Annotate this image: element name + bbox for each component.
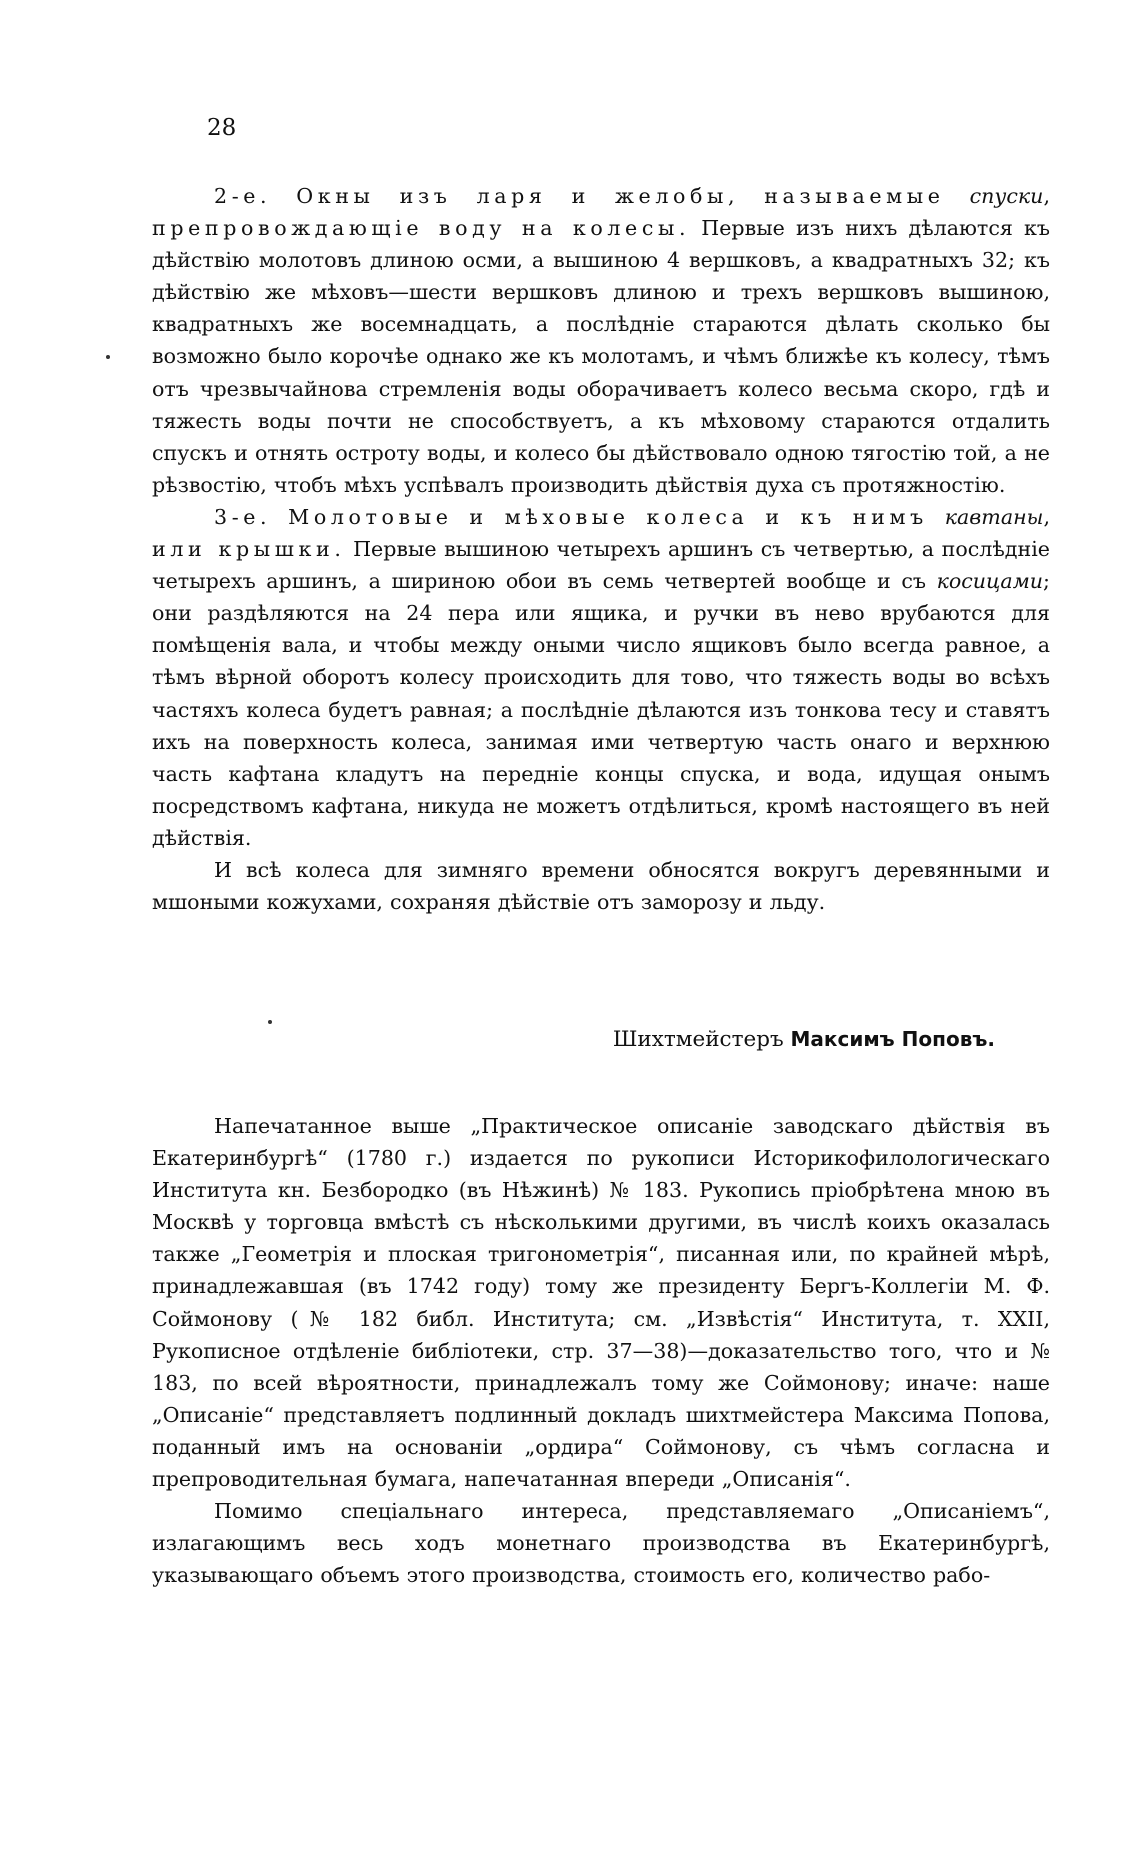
scan-speck <box>268 1020 272 1024</box>
main-text-block <box>152 180 1050 918</box>
text-run: , <box>1043 184 1050 208</box>
paragraph-kolesa <box>152 501 1050 854</box>
spaced-heading: препровождающіе воду на колесы. <box>152 216 691 241</box>
paragraph-lead: 2-е. Окны изъ ларя и желобы, называемые <box>214 184 970 208</box>
paragraph-note-1: Напечатанное выше „Практическое описаніе заводскаго дѣйствія въ Екатеринбургѣ“ (1780 г.) издается по рукописи Историкофилологическаго Института кн. Безбородко (въ Нѣжинѣ) № 183. Рукопись пріобрѣтена мною въ Москвѣ у торговца вмѣстѣ съ нѣсколькими другими, въ числѣ коихъ оказалась также „Геометрія и плоская тригонометрія“, писанная или, по крайней мѣрѣ, принадлежавшая (въ 1742 году) тому же президенту Бергъ-Коллегіи М. Ф. Соймонову (№ 182 библ. Института; см. „Извѣстія“ Института, т. XXII, Рукописное отдѣленіе библіотеки, стр. 37—38)—доказательство того, что и № 183, по всей вѣроятности, принадлежалъ тому же Соймонову; иначе: наше „Описаніе“ представляетъ подлинный докладъ шихтмейстера Максима Попова, поданный имъ на основаніи „ордира“ Соймонову, съ чѣмъ согласна и препроводительная бумага, напечатанная впереди „Описанія“. <box>152 1114 1050 1492</box>
paragraph-zima: И всѣ колеса для зимняго времени обносятся вокругъ деревянными и мшоными кожухами, сохраняя дѣйствіе отъ заморозу и льду. <box>152 857 1050 915</box>
italic-term: спуски <box>969 184 1044 208</box>
text-run: , <box>1043 504 1050 529</box>
italic-term: кавтаны <box>944 504 1044 529</box>
italic-term: косицами <box>936 569 1044 594</box>
paragraph-lead: 3-е. Молотовые и мѣховые колеса и къ нимъ <box>214 504 945 529</box>
signature <box>152 1027 995 1052</box>
signature-name: Максимъ Поповъ. <box>790 1027 995 1051</box>
paragraph-note-2: Помимо спеціальнаго интереса, представляемаго „Описаніемъ“, излагающимъ весь ходъ монетнаго производства въ Екатеринбургѣ, указывающаго объемъ этого производства, стоимость его, количество рабо- <box>152 1499 1050 1588</box>
paragraph-body: Первые изъ нихъ дѣлаются къ дѣйствію молотовъ длиною осми, а вышиною 4 вершковъ, а квадратныхъ 32; къ дѣйствію же мѣховъ—шести вершковъ длиною и трехъ вершковъ вышиною, квадратныхъ же восемнадцать, а послѣдніе стараются дѣлать сколько бы возможно было корочѣе однако же къ молотамъ, и чѣмъ ближѣе къ колесу, тѣмъ отъ чрезвычайнова стремленія воды оборачиваетъ колесо весьма скоро, гдѣ и тяжесть воды почти не способствуетъ, а къ мѣховому стараются отдалить спускъ и отнять остроту воды, и колесо бы дѣйствовало одною тягостію той, а не рѣзвостію, чтобъ мѣхъ успѣвалъ производить дѣйствія духа съ протяжностію. <box>152 216 1050 497</box>
page-number: 28 <box>207 115 237 141</box>
signature-title: Шихтмейстеръ <box>612 1027 791 1052</box>
paragraph-body: ; они раздѣляются на 24 пера или ящика, и ручки въ нево врубаются для помѣщенія вала, и чтобы между оными число ящиковъ было всегда равное, а тѣмъ вѣрной оборотъ колесу происходить для тово, что тяжесть воды во всѣхъ частяхъ колеса будетъ равная; а послѣдніе дѣлаются изъ тонкова тесу и ставятъ ихъ на поверхность колеса, занимая ими четвертую часть онаго и верхнюю часть кафтана кладутъ на передніе концы спуска, и вода, идущая онымъ посредствомъ кафтана, никуда не можетъ отдѣлиться, кромѣ настоящего въ ней дѣйствія. <box>152 569 1050 850</box>
scan-speck <box>106 355 110 359</box>
spaced-heading: или крышки. <box>152 537 346 562</box>
paragraph-body: Первые вышиною четырехъ аршинъ съ четвертью, а послѣдніе четырехъ аршинъ, а шириною обои въ семь четвертей вообще и съ <box>152 537 1050 594</box>
paragraph-spuski <box>152 180 1050 501</box>
editorial-note <box>152 1110 1050 1591</box>
